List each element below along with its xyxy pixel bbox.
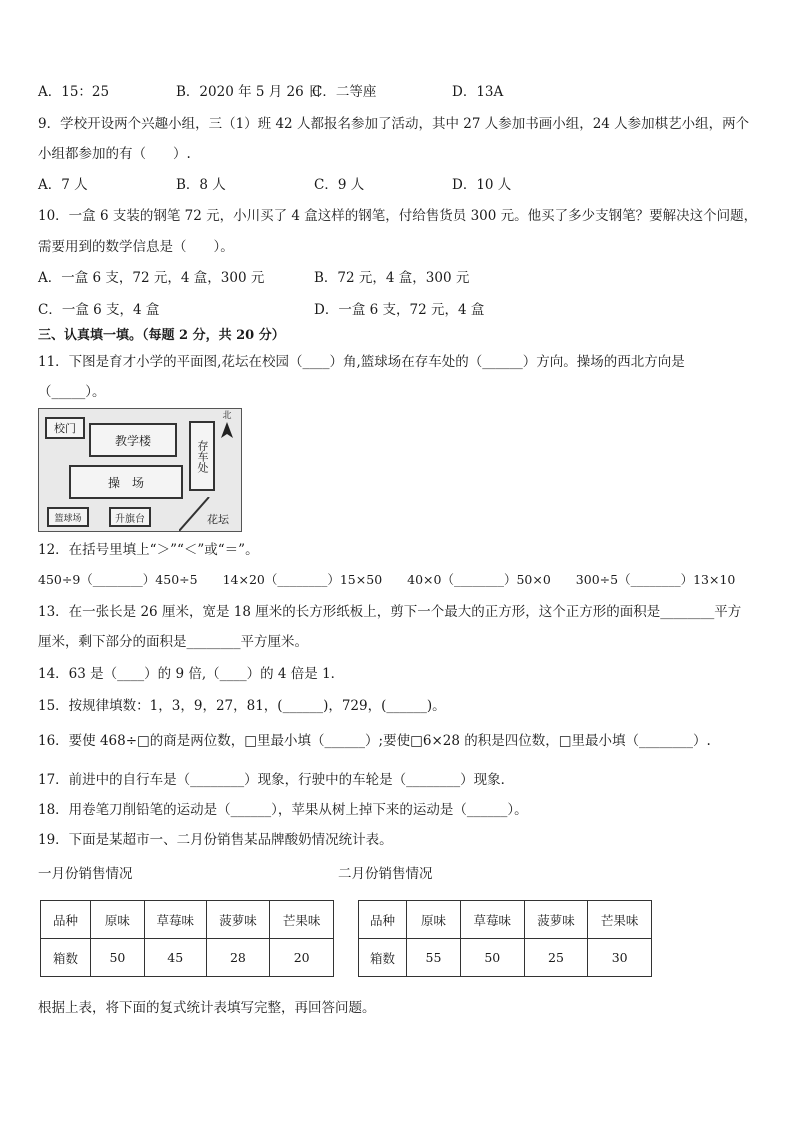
table-cell: 箱数 (41, 939, 91, 977)
q13-stem-line1: 13．在一张长是 26 厘米，宽是 18 厘米的长方形纸板上，剪下一个最大的正方形，这个正方形的面积是________平方 (38, 604, 742, 620)
table-cell: 品种 (41, 901, 91, 939)
table-cell: 原味 (90, 901, 144, 939)
map-basketball-court: 篮球场 (47, 507, 89, 527)
north-arrow-icon (220, 422, 234, 440)
table-row (41, 939, 334, 977)
q11-stem-line1: 11．下图是育才小学的平面图,花坛在校园（____）角,篮球场在存车处的（______）方向。操场的西北方向是 (38, 354, 685, 370)
q9-option-a: A．7 人 (38, 177, 88, 193)
q10-option-c: C．一盒 6 支，4 盒 (38, 302, 160, 318)
q18-stem: 18．用卷笔刀削铅笔的运动是（______），苹果从树上掉下来的运动是（______）。 (38, 802, 528, 818)
table-cell: 菠萝味 (524, 901, 588, 939)
table-cell: 25 (524, 939, 588, 977)
map-parking: 存车处 (189, 421, 215, 491)
map-flowerbed: 花坛 (207, 513, 229, 526)
table-cell: 30 (588, 939, 652, 977)
table-cell: 原味 (407, 901, 461, 939)
map-flag-platform: 升旗台 (109, 507, 151, 527)
q9-option-b: B．8 人 (176, 177, 226, 193)
table-cell: 45 (144, 939, 206, 977)
q9-stem-line1: 9．学校开设两个兴趣小组，三（1）班 42 人都报名参加了活动，其中 27 人参加书画小组，24 人参加棋艺小组，两个 (38, 116, 750, 132)
table-cell: 品种 (359, 901, 407, 939)
q19-instruction: 根据上表，将下面的复式统计表填写完整，再回答问题。 (38, 1000, 376, 1016)
table-cell: 菠萝味 (206, 901, 270, 939)
q13-stem-line2: 厘米，剩下部分的面积是________平方厘米。 (38, 634, 308, 650)
map-gate: 校门 (45, 417, 85, 439)
table-cell: 28 (206, 939, 270, 977)
q8-option-d: D．13A (452, 84, 504, 100)
table-cell: 箱数 (359, 939, 407, 977)
feb-table-title: 二月份销售情况 (338, 866, 433, 882)
table-row (359, 901, 652, 939)
q10-option-d: D．一盒 6 支，72 元，4 盒 (314, 302, 485, 318)
q10-option-b: B．72 元，4 盒，300 元 (314, 270, 470, 286)
q8-option-c: C．二等座 (312, 84, 377, 100)
section-heading: 三、认真填一填。（每题 2 分，共 20 分） (38, 328, 285, 343)
table-cell: 草莓味 (460, 901, 524, 939)
map-teaching-building: 教学楼 (89, 423, 177, 457)
q12-comparisons: 450÷9（________）450÷5 14×20（________）15×50 40×0（________）50×0 300÷5（________）13×10 (38, 572, 736, 587)
q9-option-d: D．10 人 (452, 177, 512, 193)
table-cell: 50 (460, 939, 524, 977)
table-row (41, 901, 334, 939)
table-cell: 芒果味 (270, 901, 334, 939)
jan-table-title: 一月份销售情况 (38, 866, 133, 882)
table-row (359, 939, 652, 977)
table-cell: 20 (270, 939, 334, 977)
map-north-label: 北 (222, 411, 232, 421)
table-cell: 草莓味 (144, 901, 206, 939)
q12-stem: 12．在括号里填上“＞”“＜”或“＝”。 (38, 542, 259, 558)
q9-option-c: C．9 人 (314, 177, 365, 193)
table-cell: 芒果味 (588, 901, 652, 939)
table-cell: 55 (407, 939, 461, 977)
q16-stem: 16．要使 468÷□的商是两位数，□里最小填（______）;要使□6×28 的积是四位数，□里最小填（________）. (38, 733, 711, 749)
map-playground: 操 场 (69, 465, 183, 499)
q10-stem-line1: 10．一盒 6 支装的钢笔 72 元，小川买了 4 盒这样的钢笔，付给售货员 300 元。他买了多少支钢笔？要解决这个问题， (38, 208, 758, 224)
school-plan-map (38, 408, 242, 532)
q15-stem: 15．按规律填数：1，3，9，27，81，(______)，729，(______)。 (38, 698, 446, 714)
q11-stem-line2: （_____）。 (38, 384, 106, 400)
table-cell: 50 (90, 939, 144, 977)
q9-stem-line2: 小组都参加的有（ ）. (38, 146, 191, 162)
q10-stem-line2: 需要用到的数学信息是（ ）。 (38, 239, 234, 255)
q19-stem: 19．下面是某超市一、二月份销售某品牌酸奶情况统计表。 (38, 832, 393, 848)
q14-stem: 14．63 是（____）的 9 倍,（____）的 4 倍是 1． (38, 666, 345, 682)
jan-sales-table (40, 900, 334, 977)
q10-option-a: A．一盒 6 支，72 元，4 盒，300 元 (38, 270, 265, 286)
q8-option-b: B．2020 年 5 月 26 日 (176, 84, 322, 100)
q8-option-a: A．15：25 (38, 84, 110, 100)
q17-stem: 17．前进中的自行车是（________）现象，行驶中的车轮是（________）现象． (38, 772, 515, 788)
feb-sales-table (358, 900, 652, 977)
